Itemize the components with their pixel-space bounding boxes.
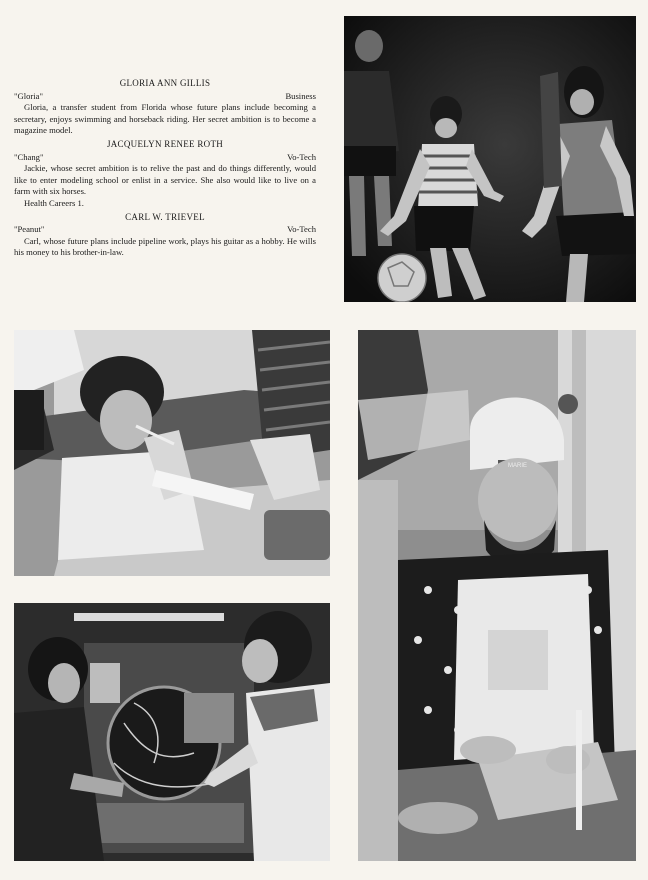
photo-student-writing	[14, 330, 330, 576]
photo-bandsaw-shop	[358, 330, 636, 861]
senior-biographies	[14, 78, 316, 261]
hard-hat-label: MARIE	[508, 463, 528, 469]
bio-header	[14, 224, 316, 236]
bio-nickname: "Chang"	[14, 151, 44, 162]
bio-name: GLORIA ANN GILLIS	[119, 78, 211, 88]
tv-repair-photo-image	[14, 603, 330, 861]
student-photo-image	[14, 330, 330, 576]
bio-nickname: "Gloria"	[14, 90, 43, 101]
bandsaw-photo-image	[358, 330, 636, 861]
bio-activities: Health Careers 1.	[24, 197, 84, 208]
bio-text: Carl, whose future plans include pipeline work, plays his guitar as a hobby. He wills his money to his brother-in-law.	[14, 235, 316, 258]
bio-curriculum: Business	[285, 90, 316, 101]
bio-jacquelyn-roth	[14, 139, 316, 210]
photo-indoor-soccer	[344, 16, 636, 302]
bio-carl-trievel	[14, 212, 316, 259]
bio-curriculum: Vo-Tech	[287, 224, 316, 235]
bio-header	[14, 152, 316, 164]
bio-header	[14, 91, 316, 103]
bio-name: JACQUELYN RENEE ROTH	[106, 138, 224, 149]
bio-curriculum: Vo-Tech	[287, 151, 316, 162]
bio-name: CARL W. TRIEVEL	[125, 211, 205, 222]
soccer-photo-image	[344, 16, 636, 302]
bio-text: Jackie, whose secret ambition is to relive the past and do things differently, would like to enter modeling school or enlist in a service. She also would like to live on a farm with six horses.	[14, 163, 316, 197]
bio-gloria-gillis	[14, 78, 316, 137]
photo-tv-repair	[14, 603, 330, 861]
bio-nickname: "Peanut"	[14, 224, 45, 235]
bio-text: Gloria, a transfer student from Florida whose future plans include becoming a secretary, enjoys swimming and horseback riding. Her secret ambition is to become a magazine model.	[14, 102, 316, 136]
